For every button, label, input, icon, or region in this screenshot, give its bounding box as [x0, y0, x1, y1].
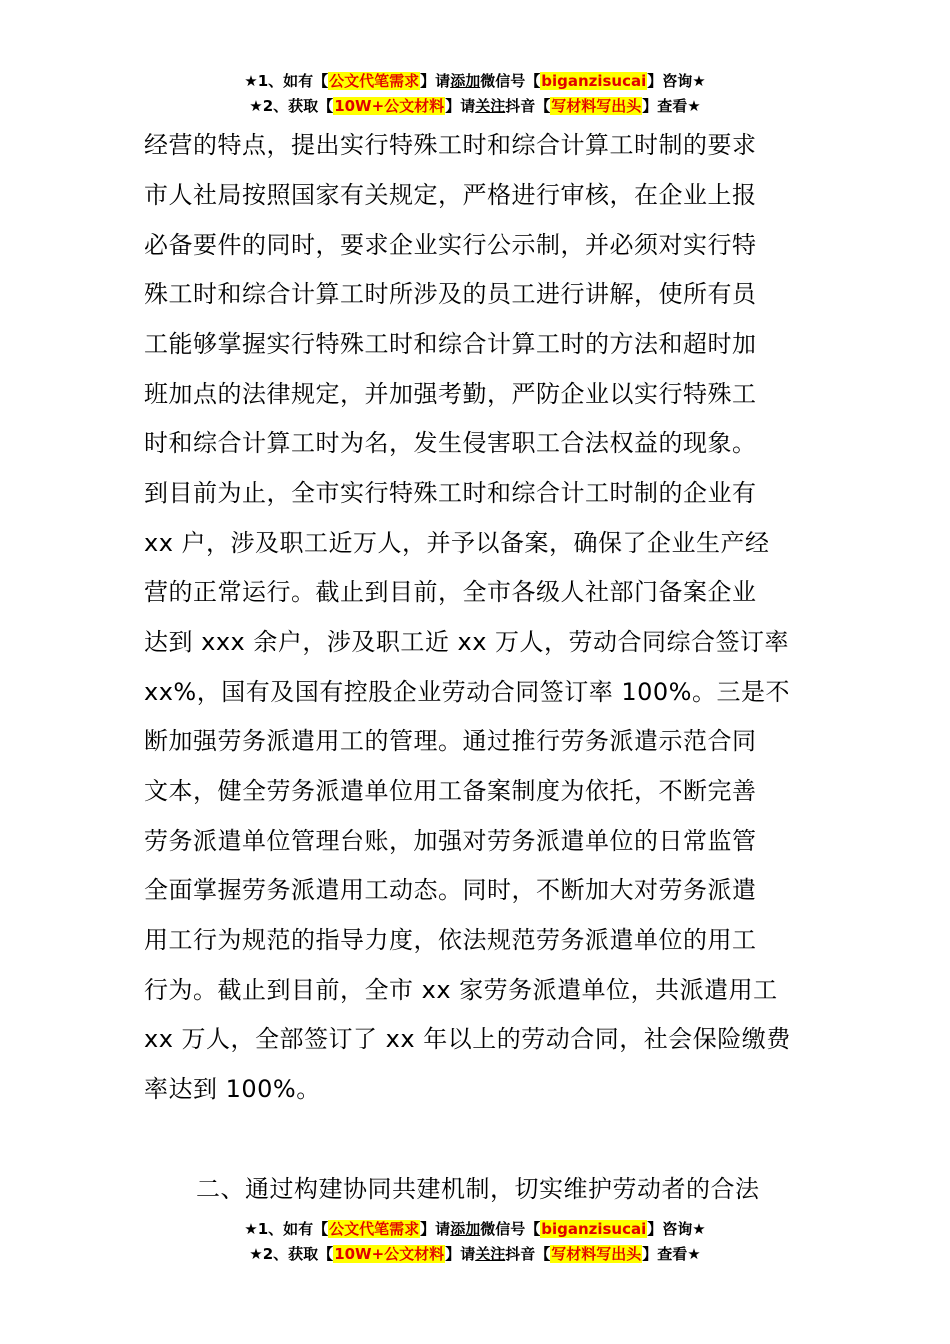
banner-highlight: 公文代笔需求 — [329, 72, 420, 90]
paragraph-line: 全面掌握劳务派遣用工动态。同时，不断加大对劳务派遣 — [144, 876, 757, 904]
paragraph-line: 到目前为止，全市实行特殊工时和综合计工时制的企业有 — [144, 479, 757, 507]
promo-banner-line-1 — [0, 70, 950, 92]
banner-text: 】请 — [420, 1220, 451, 1238]
banner-text: 微信号【 — [480, 1220, 541, 1238]
banner-text: 抖音【 — [505, 1245, 551, 1263]
paragraph-line: 断加强劳务派遣用工的管理。通过推行劳务派遣示范合同 — [144, 727, 757, 755]
banner-text: 】咨询★ — [647, 72, 706, 90]
banner-text: 】查看★ — [642, 97, 701, 115]
paragraph-line: 文本，健全劳务派遣单位用工备案制度为依托，不断完善 — [144, 777, 757, 805]
banner-underline: 添加 — [450, 72, 481, 90]
banner-text: ★1、如有【 — [244, 72, 329, 90]
paragraph-line: 必备要件的同时，要求企业实行公示制，并必须对实行特 — [144, 231, 757, 259]
paragraph-line: 班加点的法律规定，并加强考勤，严防企业以实行特殊工 — [144, 380, 757, 408]
promo-banner-line-1-bottom — [0, 1218, 950, 1240]
banner-text: 】请 — [445, 97, 476, 115]
paragraph-line: xx 户，涉及职工近万人，并予以备案，确保了企业生产经 — [144, 529, 770, 557]
banner-underline: 添加 — [450, 1220, 481, 1238]
paragraph-line: 劳务派遣单位管理台账，加强对劳务派遣单位的日常监管 — [144, 827, 757, 855]
banner-highlight-douyin: 写材料写出头 — [551, 97, 642, 115]
paragraph-line: 工能够掌握实行特殊工时和综合计算工时的方法和超时加 — [144, 330, 757, 358]
banner-highlight-wechat: biganzisucai — [541, 72, 647, 90]
banner-highlight-douyin: 写材料写出头 — [551, 1245, 642, 1263]
paragraph-line: 行为。截止到目前，全市 xx 家劳务派遣单位，共派遣用工 — [144, 976, 778, 1004]
banner-underline: 关注 — [475, 97, 506, 115]
banner-text: 抖音【 — [505, 97, 551, 115]
paragraph-line: 殊工时和综合计算工时所涉及的员工进行讲解，使所有员 — [144, 280, 757, 308]
banner-text: 微信号【 — [480, 72, 541, 90]
banner-highlight: 10W+公文材料 — [334, 97, 445, 115]
paragraph-line: xx%，国有及国有控股企业劳动合同签订率 100%。三是不 — [144, 678, 790, 706]
banner-text: 】咨询★ — [647, 1220, 706, 1238]
banner-text: 】查看★ — [642, 1245, 701, 1263]
banner-highlight-wechat: biganzisucai — [541, 1220, 647, 1238]
section-heading: 二、通过构建协同共建机制，切实维护劳动者的合法 — [196, 1175, 760, 1203]
paragraph-line: 市人社局按照国家有关规定，严格进行审核，在企业上报 — [144, 181, 757, 209]
paragraph-line: 达到 xxx 余户，涉及职工近 xx 万人，劳动合同综合签订率 — [144, 628, 790, 656]
banner-highlight: 公文代笔需求 — [329, 1220, 420, 1238]
promo-banner-line-2 — [0, 95, 950, 117]
paragraph-line: 营的正常运行。截止到目前，全市各级人社部门备案企业 — [144, 578, 757, 606]
paragraph-line: 经营的特点，提出实行特殊工时和综合计算工时制的要求 — [144, 131, 757, 159]
banner-text: 】请 — [420, 72, 451, 90]
paragraph-line: 用工行为规范的指导力度，依法规范劳务派遣单位的用工 — [144, 926, 757, 954]
banner-text: ★1、如有【 — [244, 1220, 329, 1238]
banner-text: ★2、获取【 — [249, 97, 334, 115]
paragraph-line: 时和综合计算工时为名，发生侵害职工合法权益的现象。 — [144, 429, 757, 457]
banner-text: ★2、获取【 — [249, 1245, 334, 1263]
paragraph-line: 率达到 100%。 — [144, 1075, 321, 1103]
promo-banner-line-2-bottom — [0, 1243, 950, 1265]
banner-underline: 关注 — [475, 1245, 506, 1263]
paragraph-line: xx 万人，全部签订了 xx 年以上的劳动合同，社会保险缴费 — [144, 1025, 791, 1053]
banner-highlight: 10W+公文材料 — [334, 1245, 445, 1263]
banner-text: 】请 — [445, 1245, 476, 1263]
